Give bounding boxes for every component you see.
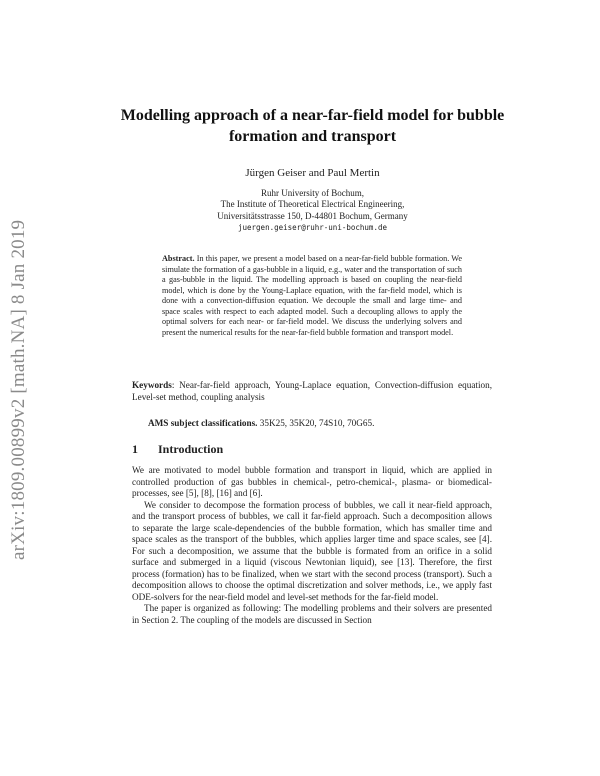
section-number: 1 — [132, 442, 138, 456]
ams-label: AMS subject classifications. — [148, 418, 258, 428]
section-heading — [132, 442, 223, 457]
abstract-label: Abstract. — [162, 254, 195, 263]
introduction-body — [132, 465, 492, 626]
abstract — [162, 254, 462, 338]
arxiv-identifier: arXiv:1809.00899v2 [math.NA] 8 Jan 2019 — [8, 219, 29, 560]
authors: Jürgen Geiser and Paul Mertin — [245, 167, 380, 179]
ams-codes: 35K25, 35K20, 74S10, 70G65. — [257, 418, 375, 428]
ams-classifications — [148, 418, 508, 428]
affiliation — [100, 188, 525, 233]
keywords-text: : Near-far-field approach, Young-Laplace equation, Convection-diffusion equation, Level-set method, coupling analysis — [132, 380, 492, 402]
affiliation-university: Ruhr University of Bochum, — [261, 188, 364, 198]
abstract-text: In this paper, we present a model based on a near-far-field bubble formation. We simulate the formation of a gas-bubble in a liquid, e.g., water and the transportation of such a gas-bubble in the liquid. The modelling approach is based on coupling the near-field model, which is done by the Young-Laplace equation, with the far-field model, which is done with a convection-diffusion equation. We decouple the small and large time- and space scales with respect to each adapted model. Such a decoupling allows to apply the optimal solvers for each near- or far-field model. We discuss the underlying solvers and present the numerical results for the near-far-field bubble formation and transport model. — [162, 254, 463, 337]
section-title: Introduction — [158, 442, 224, 456]
affiliation-address: Universitätsstrasse 150, D-44801 Bochum, Germany — [217, 210, 408, 221]
keywords — [132, 380, 492, 403]
paper-title: Modelling approach of a near-far-field model for bubble formation and transport — [120, 107, 505, 145]
author-email[interactable]: juergen.geiser@ruhr-uni-bochum.de — [237, 222, 387, 232]
paragraph: We are motivated to model bubble formation and transport in liquid, which are applied in controlled production of gas bubbles in chemical-, petro-chemical-, plasma- or biomedical-processes, see [5], [8], [16] and [6]. — [132, 465, 492, 498]
paragraph: The paper is organized as following: The modelling problems and their solvers are presented in Section 2. The coupling of the models are discussed in Section — [132, 603, 492, 625]
keywords-label: Keywords — [132, 380, 172, 390]
paragraph: We consider to decompose the formation process of bubbles, we call it near-field approach, and the transport process of bubbles, we call it far-field approach. Such a decomposition allows to separate the large scale-dependencies of the bubble formation, which has smaller time and space scales as the transport of the bubbles, which applies larger time and space scales, see [4]. For such a decomposition, we assume that the bubble is formated from an orifice in a solid surface and submerged in a liquid (viscous Newtonian liquid), see [13]. Therefore, the first process (formation) has to be finalized, when we start with the second process (transport). Such a decomposition allows to choose the optimal discretization and solver methods, i.e., we apply fast ODE-solvers for the near-field model and level-set methods for the far-field model. — [132, 499, 492, 602]
affiliation-institute: The Institute of Theoretical Electrical Engineering, — [220, 199, 405, 210]
